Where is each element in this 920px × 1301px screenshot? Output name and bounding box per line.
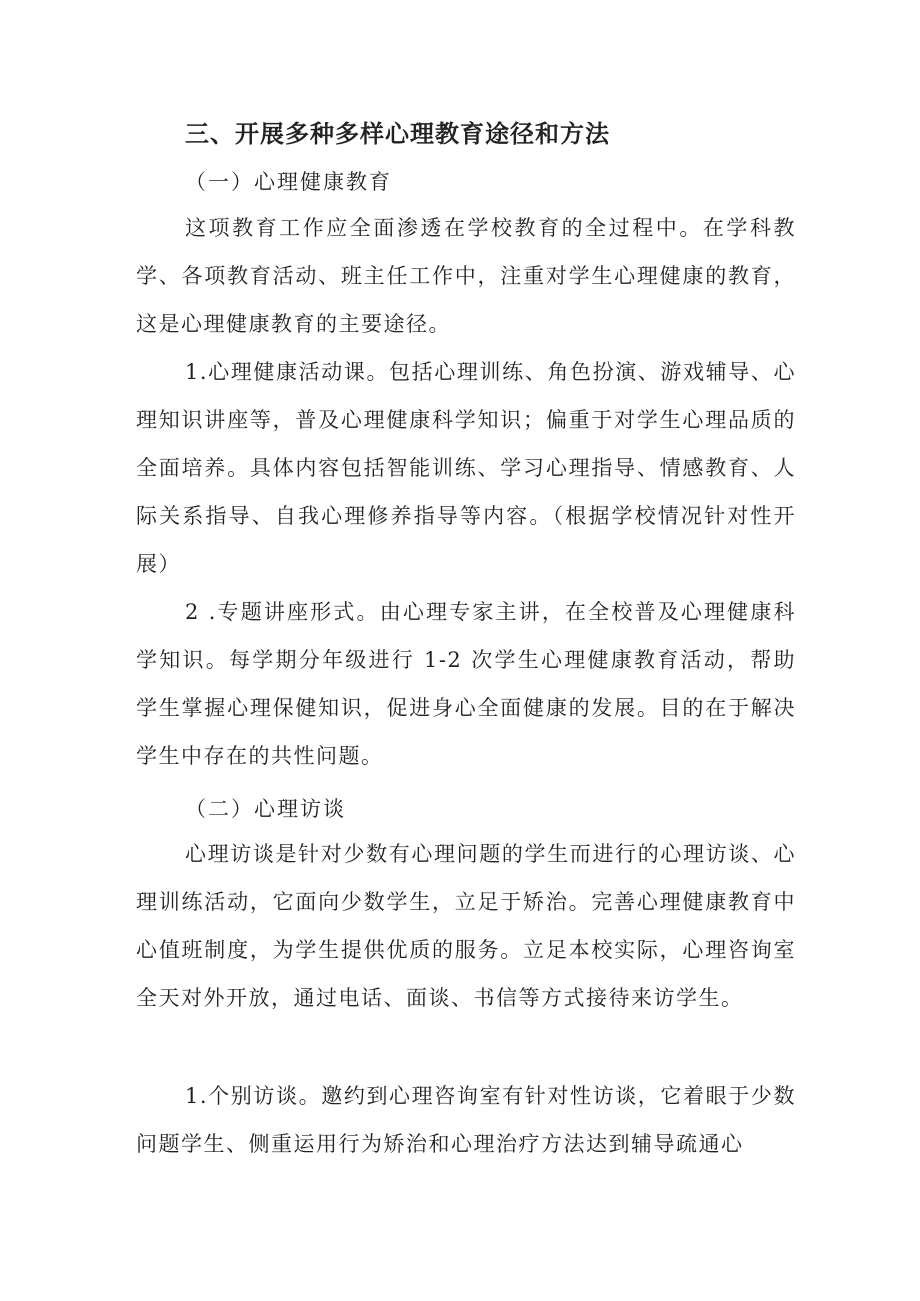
part1-title: （一）心理健康教育	[185, 170, 392, 194]
part1-item1-paragraph: 1.心理健康活动课。包括心理训练、角色扮演、游戏辅导、心理知识讲座等，普及心理健康科学知识；偏重于对学生心理品质的全面培养。具体内容包括智能训练、学习心理指导、情感教育、人际关系指导、自我心理修养指导等内容。（根据学校情况针对性开展）	[136, 360, 796, 576]
part2-title: （二）心理访谈	[185, 797, 346, 821]
part2-intro-paragraph: 心理访谈是针对少数有心理问题的学生而进行的心理访谈、心理训练活动，它面向少数学生，立足于矫治。完善心理健康教育中心值班制度，为学生提供优质的服务。立足本校实际，心理咨询室全天对外开放，通过电话、面谈、书信等方式接待来访学生。	[136, 842, 796, 1010]
part1-item2-paragraph: 2 .专题讲座形式。由心理专家主讲，在全校普及心理健康科学知识。每学期分年级进行 1-2 次学生心理健康教育活动，帮助学生掌握心理保健知识，促进身心全面健康的发展。目的在于解决学生中存在的共性问题。	[136, 600, 796, 768]
part2-item1-paragraph: 1.个别访谈。邀约到心理咨询室有针对性访谈，它着眼于少数问题学生、侧重运用行为矫治和心理治疗方法达到辅导疏通心	[136, 1084, 796, 1156]
part1-intro-paragraph: 这项教育工作应全面渗透在学校教育的全过程中。在学科教学、各项教育活动、班主任工作中，注重对学生心理健康的教育，这是心理健康教育的主要途径。	[136, 216, 796, 336]
section-heading: 三、开展多种多样心理教育途径和方法	[185, 120, 610, 148]
